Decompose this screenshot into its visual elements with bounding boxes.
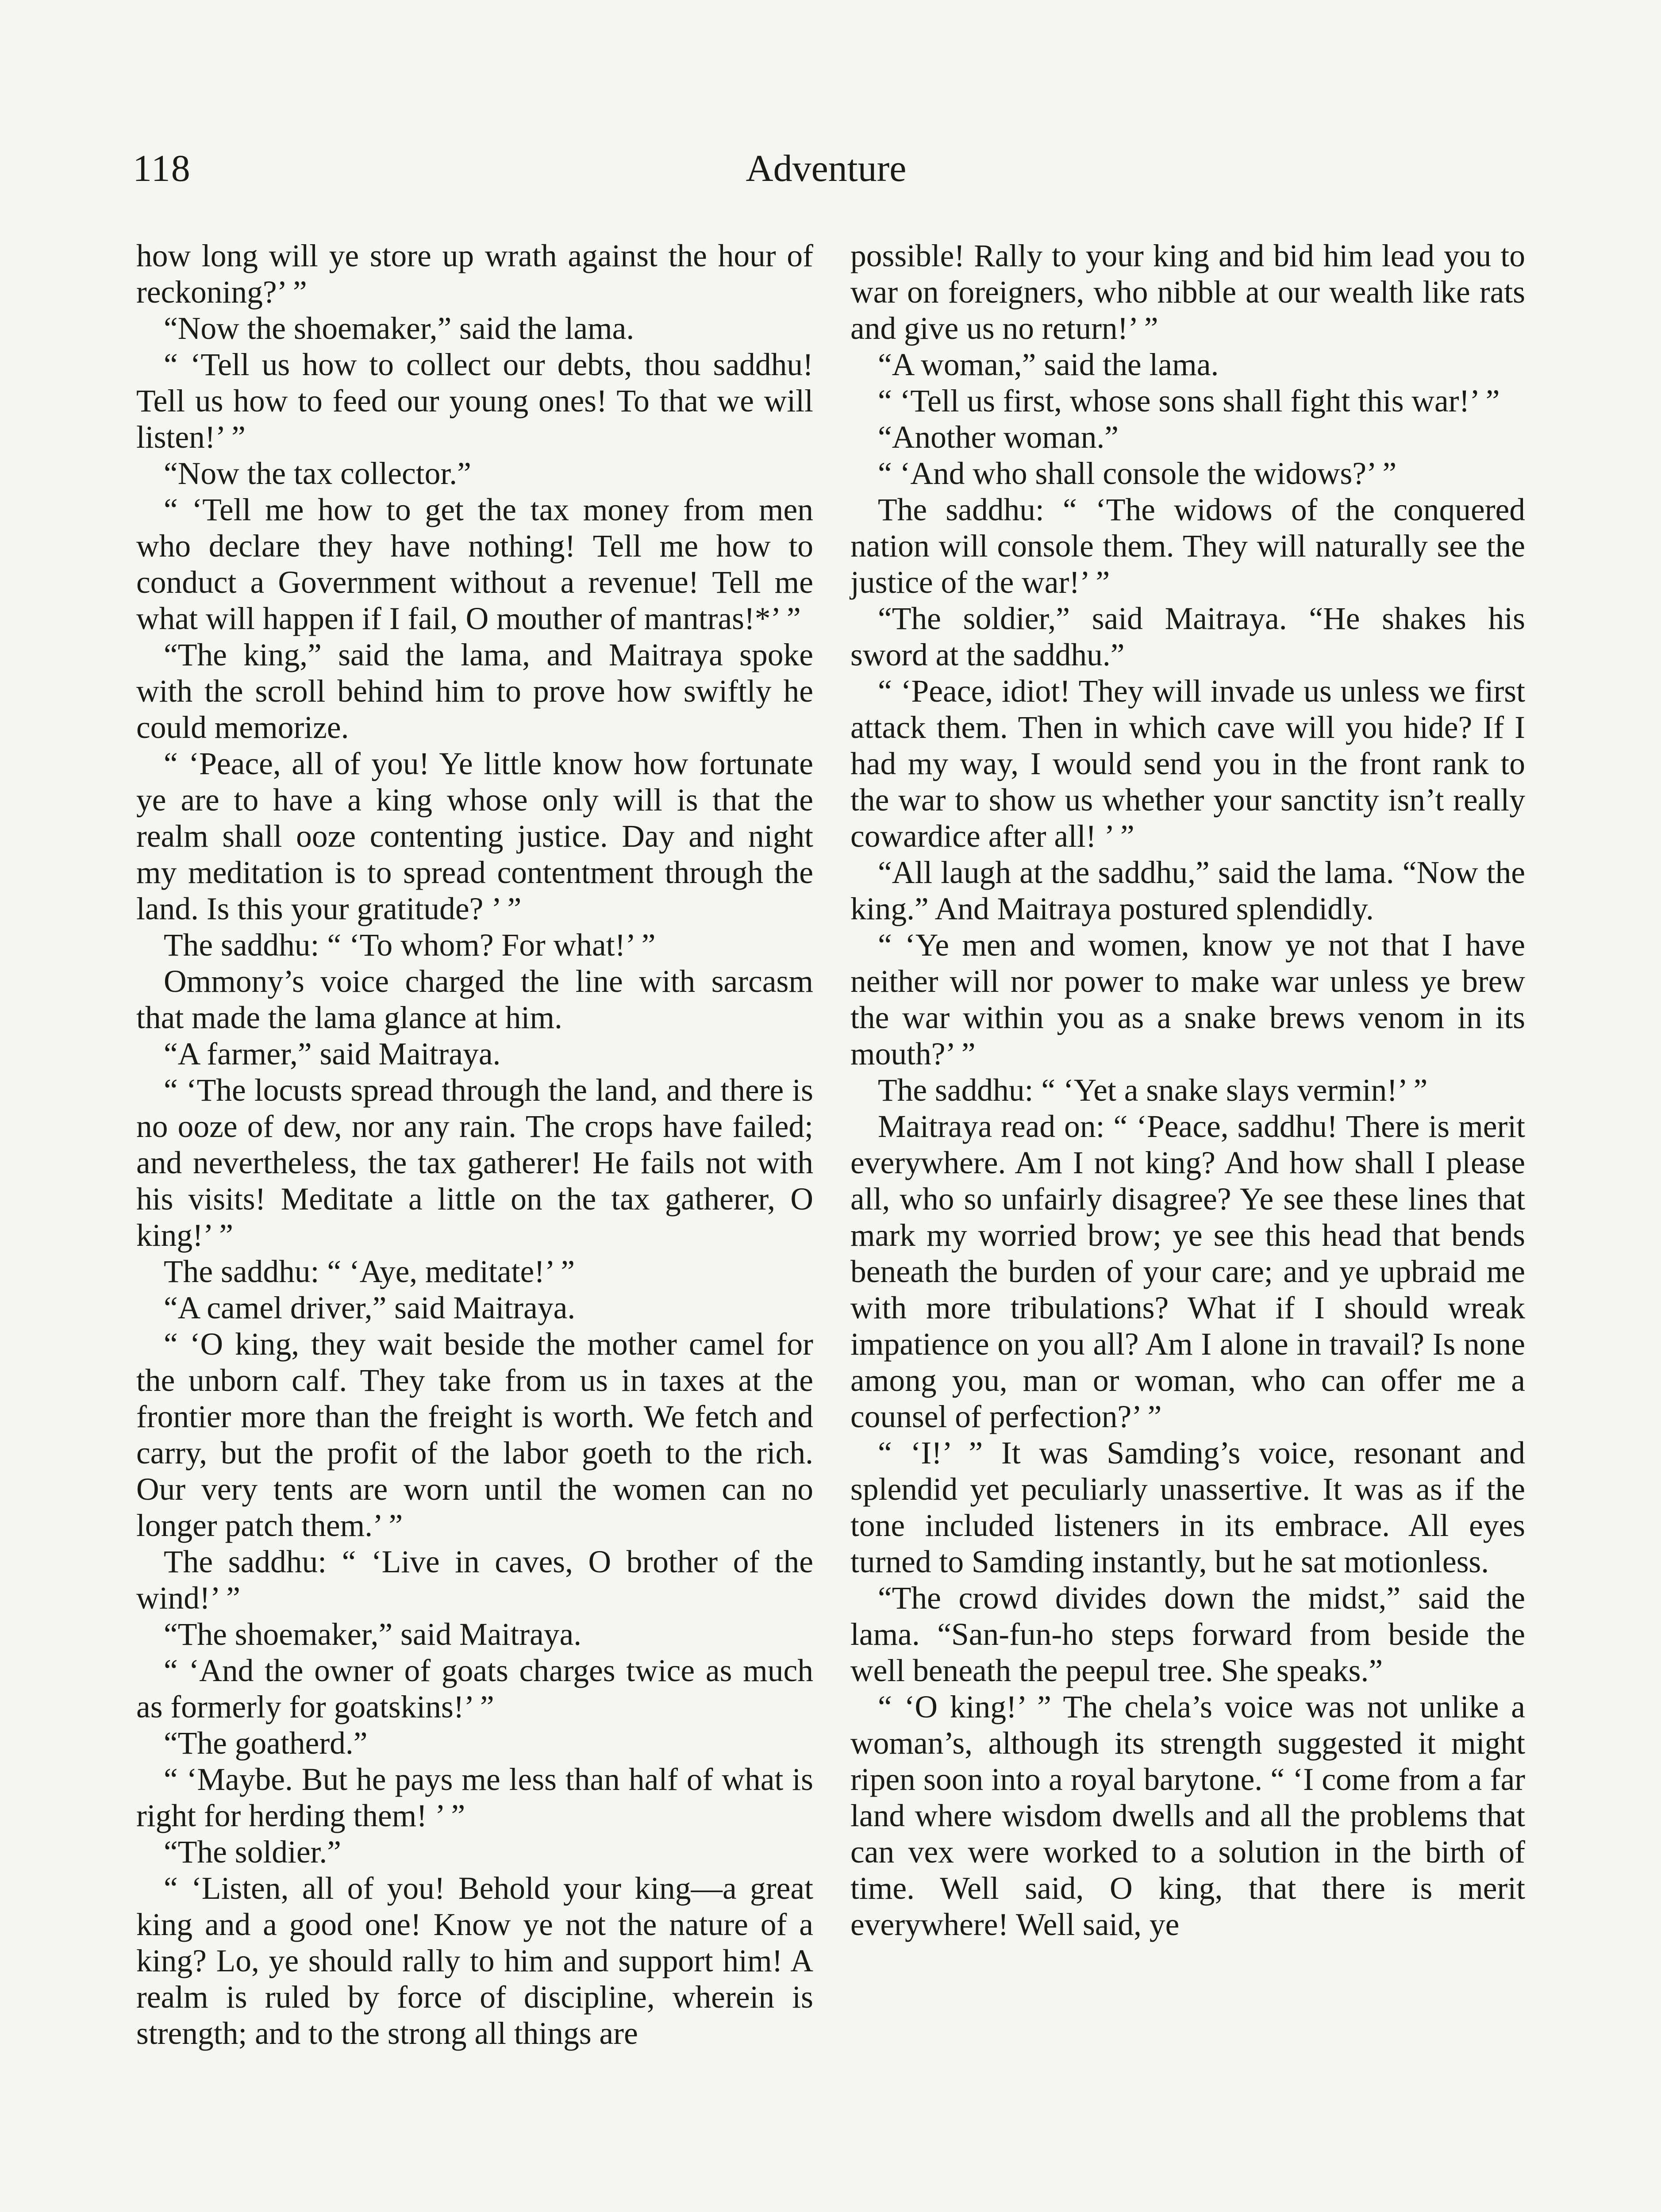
paragraph: how long will ye store up wrath against the hour of reckoning?’ ” — [136, 238, 813, 310]
paragraph: Maitraya read on: “ ‘Peace, saddhu! There is merit everywhere. Am I not king? And how shall I please all, who so unfairly disagree? Ye see these lines that mark my worried brow; ye see this head that bends beneath the burden of your care; and ye upbraid me with more tribulations? What if I should wreak impatience on you all? Am I alone in travail? Is none among you, man or woman, who can offer me a counsel of perfection?’ ” — [850, 1109, 1525, 1434]
paragraph: “The king,” said the lama, and Maitraya spoke with the scroll behind him to prove how swiftly he could memorize. — [136, 637, 813, 745]
paragraph: “Now the shoemaker,” said the lama. — [164, 311, 634, 346]
paragraph: “The goatherd.” — [164, 1726, 368, 1761]
paragraph: “ ‘And the owner of goats charges twice as much as formerly for goatskins!’ ” — [136, 1653, 813, 1724]
paragraph: “The shoemaker,” said Maitraya. — [164, 1617, 582, 1652]
running-title: Adventure — [746, 147, 907, 189]
paragraph: The saddhu: “ ‘Aye, meditate!’ ” — [164, 1254, 575, 1289]
right-column — [850, 238, 1525, 1943]
paragraph: “ ‘Tell me how to get the tax money from men who declare they have nothing! Tell me how to conduct a Government without a revenue! Tell me what will happen if I fail, O mouther of mantras!*’ ” — [136, 492, 813, 636]
paragraph: possible! Rally to your king and bid him lead you to war on foreigners, who nibble at our wealth like rats and give us no return!’ ” — [850, 238, 1525, 346]
paragraph: “ ‘And who shall console the widows?’ ” — [878, 456, 1397, 491]
paragraph: “ ‘Peace, idiot! They will invade us unless we first attack them. Then in which cave will you hide? If I had my way, I would send you in the front rank to the war to show us whether your sanctity isn’t really cowardice after all! ’ ” — [850, 674, 1525, 854]
paragraph: “ ‘Ye men and women, know ye not that I have neither will nor power to make war unless ye brew the war within you as a snake brews venom in its mouth?’ ” — [850, 928, 1525, 1071]
paragraph: “The soldier,” said Maitraya. “He shakes his sword at the saddhu.” — [850, 601, 1525, 672]
paragraph: “Now the tax collector.” — [164, 456, 471, 491]
paragraph: “Another woman.” — [878, 420, 1119, 455]
paragraph: “A woman,” said the lama. — [878, 347, 1219, 382]
paragraph: The saddhu: “ ‘To whom? For what!’ ” — [164, 928, 656, 963]
page-header — [133, 146, 1519, 212]
paragraph: Ommony’s voice charged the line with sarcasm that made the lama glance at him. — [136, 964, 813, 1035]
paragraph: “All laugh at the saddhu,” said the lama. “Now the king.” And Maitraya postured splendidly. — [850, 855, 1525, 926]
paragraph: “ ‘I!’ ” It was Samding’s voice, resonant and splendid yet peculiarly unassertive. It was as if the tone included listeners in its embrace. All eyes turned to Samding instantly, but he sat motionless. — [850, 1436, 1525, 1579]
paragraph: “ ‘O king, they wait beside the mother camel for the unborn calf. They take from us in taxes at the frontier more than the freight is worth. We fetch and carry, but the profit of the labor goeth to the rich. Our very tents are worn until the women can no longer patch them.’ ” — [136, 1327, 813, 1543]
paragraph: “ ‘O king!’ ” The chela’s voice was not unlike a woman’s, although its strength suggested it might ripen soon into a royal barytone. “ ‘I come from a far land where wisdom dwells and all the problems that can vex were worked to a solution in the birth of time. Well said, O king, that there is merit everywhere! Well said, ye — [850, 1690, 1525, 1942]
paragraph: “ ‘Tell us how to collect our debts, thou saddhu! Tell us how to feed our young ones! To that we will listen!’ ” — [136, 347, 813, 455]
paragraph: “A farmer,” said Maitraya. — [164, 1037, 501, 1071]
paragraph: “ ‘Listen, all of you! Behold your king—a great king and a good one! Know ye not the nature of a king? Lo, ye should rally to him and support him! A realm is ruled by force of discipline, wherein is strength; and to the strong all things are — [136, 1871, 813, 2051]
paragraph: “The crowd divides down the midst,” said the lama. “San-fun-ho steps forward from beside the well beneath the peepul tree. She speaks.” — [850, 1581, 1525, 1688]
paragraph: “ ‘Maybe. But he pays me less than half of what is right for herding them! ’ ” — [136, 1762, 813, 1833]
page-number: 118 — [133, 147, 191, 189]
paragraph: The saddhu: “ ‘Yet a snake slays vermin!’ ” — [878, 1073, 1428, 1108]
paragraph: “ ‘Tell us first, whose sons shall fight this war!’ ” — [878, 384, 1500, 419]
paragraph: The saddhu: “ ‘Live in caves, O brother of the wind!’ ” — [136, 1544, 813, 1616]
paragraph: “ ‘The locusts spread through the land, and there is no ooze of dew, nor any rain. The crops have failed; and nevertheless, the tax gatherer! He fails not with his visits! Meditate a little on the tax gatherer, O king!’ ” — [136, 1073, 813, 1253]
paragraph: “A camel driver,” said Maitraya. — [164, 1290, 576, 1325]
left-column — [136, 238, 813, 2052]
paragraph: “The soldier.” — [164, 1835, 342, 1870]
paragraph: “ ‘Peace, all of you! Ye little know how fortunate ye are to have a king whose only will is that the realm shall ooze contenting justice. Day and night my meditation is to spread contentment through the land. Is this your gratitude? ’ ” — [136, 746, 813, 926]
paragraph: The saddhu: “ ‘The widows of the conquered nation will console them. They will naturally see the justice of the war!’ ” — [850, 492, 1525, 600]
